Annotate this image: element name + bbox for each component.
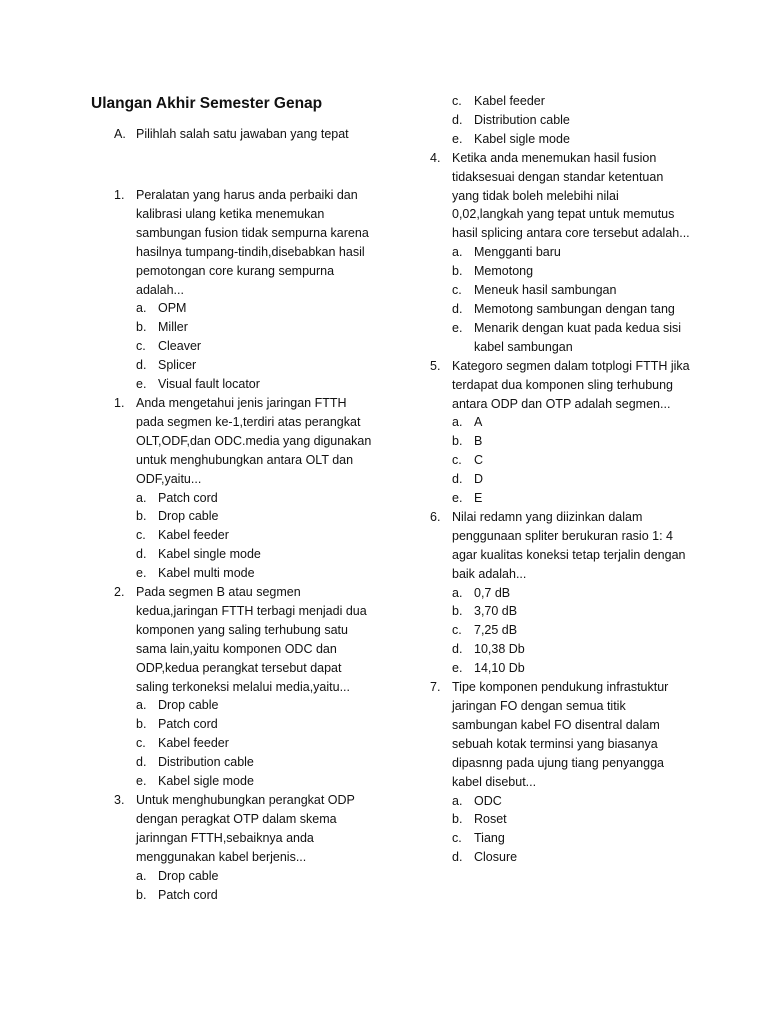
answer-option: [430, 111, 692, 130]
answer-option: [430, 640, 692, 659]
option-text: 0,7 dB: [474, 585, 511, 600]
question-text: Tipe komponen pendukung infrastuktur jaringan FO dengan semua titik sambungan kabel FO disentral dalam sebuah kotak terminsi yang biasanya dipasnng pada ujung tiang penyangga kabel disebut...: [452, 680, 669, 789]
option-letter: c.: [452, 831, 462, 846]
answer-option: [430, 848, 692, 867]
option-text: Drop cable: [158, 698, 219, 713]
answer-option: [430, 659, 692, 678]
question-block: [114, 583, 372, 791]
question-number: 7.: [430, 680, 441, 695]
answer-option: [114, 734, 372, 753]
option-letter: c.: [136, 339, 146, 354]
option-letter: e.: [452, 661, 463, 676]
option-text: Tiang: [474, 831, 505, 846]
question-number: 1.: [114, 395, 125, 410]
option-letter: a.: [452, 415, 463, 430]
option-text: Visual fault locator: [158, 377, 260, 392]
option-letter: b.: [452, 434, 463, 449]
answer-option: [430, 451, 692, 470]
question-number: 2.: [114, 585, 125, 600]
option-text: Drop cable: [158, 868, 219, 883]
question-number: 1.: [114, 188, 125, 202]
question: [430, 149, 692, 244]
question-text: Anda mengetahui jenis jaringan FTTH pada segmen ke-1,terdiri atas perangkat OLT,ODF,dan ODC.media yang digunakan untuk menghubungkan antara OLT dan ODF,yaitu...: [136, 395, 372, 486]
question-block: [430, 357, 692, 508]
question-text: Pada segmen B atau segmen kedua,jaringan FTTH terbagi menjadi dua komponen yang saling terhubung satu sama lain,yaitu komponen ODC dan ODP,kedua perangkat tersebut dapat saling terkoneksi melalui media,yaitu...: [136, 585, 367, 694]
option-text: Roset: [474, 812, 507, 827]
question-number: 5.: [430, 358, 441, 373]
option-letter: a.: [136, 698, 147, 713]
option-letter: a.: [452, 245, 463, 260]
answer-option: [114, 715, 372, 734]
option-letter: a.: [452, 793, 463, 808]
option-text: ODC: [474, 793, 502, 808]
answer-option: [114, 375, 372, 394]
option-text: Closure: [474, 850, 518, 865]
question-number: 3.: [114, 793, 125, 807]
option-letter: e.: [136, 377, 147, 392]
question: [114, 791, 372, 867]
question-block: [430, 92, 692, 149]
option-letter: d.: [452, 301, 463, 316]
option-text: Kabel sigle mode: [474, 131, 570, 146]
answer-option: [430, 489, 692, 508]
question-text: Peralatan yang harus anda perbaiki dan kalibrasi ulang ketika menemukan sambungan fusion tidak sempurna karena hasilnya tumpang-tindih,disebabkan hasil pemotongan core kurang sempurna adalah...: [136, 188, 369, 297]
answer-option: [114, 886, 372, 905]
answer-option: [114, 545, 372, 564]
option-letter: b.: [136, 717, 147, 732]
option-text: Kabel multi mode: [158, 566, 255, 581]
option-text: 14,10 Db: [474, 661, 525, 676]
option-text: Kabel feeder: [474, 94, 545, 108]
option-letter: a.: [452, 585, 463, 600]
answer-option: [114, 753, 372, 772]
option-letter: e.: [452, 491, 463, 506]
answer-option: [114, 489, 372, 508]
option-letter: e.: [452, 131, 463, 146]
answer-option: [430, 810, 692, 829]
option-text: Drop cable: [158, 509, 219, 524]
option-text: Distribution cable: [474, 112, 570, 127]
question-text: Kategoro segmen dalam totplogi FTTH jika terdapat dua komponen sling terhubung antara ODP dan OTP adalah segmen...: [452, 358, 690, 411]
answer-option: [114, 564, 372, 583]
answer-option: [430, 621, 692, 640]
option-letter: e.: [136, 774, 147, 789]
option-letter: b.: [452, 604, 463, 619]
option-letter: c.: [136, 528, 146, 543]
option-text: E: [474, 491, 483, 506]
answer-option: [114, 318, 372, 337]
option-letter: e.: [136, 566, 147, 581]
option-letter: a.: [136, 301, 147, 316]
option-text: Miller: [158, 320, 188, 335]
answer-option: [430, 262, 692, 281]
instruction: [114, 127, 349, 141]
answer-option: [430, 470, 692, 489]
answer-option: [430, 829, 692, 848]
option-letter: d.: [452, 112, 463, 127]
answer-option: [114, 867, 372, 886]
option-text: A: [474, 415, 483, 430]
option-text: Memotong: [474, 264, 534, 279]
option-letter: a.: [136, 868, 147, 883]
option-text: D: [474, 472, 484, 487]
question-block: [430, 678, 692, 867]
question-text: Nilai redamn yang diizinkan dalam penggunaan spliter berukuran rasio 1: 4 agar kualitas koneksi tetap terjalin dengan baik adalah...: [452, 509, 686, 581]
option-text: Kabel single mode: [158, 547, 261, 562]
answer-option: [114, 507, 372, 526]
option-letter: c.: [452, 94, 462, 108]
question: [114, 394, 372, 489]
answer-option: [430, 602, 692, 621]
question: [114, 186, 372, 299]
option-letter: b.: [136, 887, 147, 902]
answer-option: [114, 356, 372, 375]
option-letter: d.: [452, 850, 463, 865]
option-letter: d.: [136, 755, 147, 770]
option-text: Memotong sambungan dengan tang: [474, 301, 675, 316]
option-text: Kabel feeder: [158, 736, 229, 751]
option-letter: c.: [452, 623, 462, 638]
option-letter: c.: [452, 453, 462, 468]
right-column: [430, 92, 692, 867]
option-text: Splicer: [158, 358, 197, 373]
option-text: C: [474, 453, 484, 468]
question: [430, 508, 692, 584]
answer-option: [430, 130, 692, 149]
question-number: 6.: [430, 509, 441, 524]
question-block: [114, 791, 372, 904]
answer-option: [430, 413, 692, 432]
answer-option: [430, 300, 692, 319]
option-text: Mengganti baru: [474, 245, 561, 260]
question-block: [114, 394, 372, 583]
option-letter: c.: [452, 283, 462, 298]
left-column: [114, 186, 372, 904]
answer-option: [430, 792, 692, 811]
question-block: [430, 149, 692, 357]
option-text: 7,25 dB: [474, 623, 518, 638]
answer-option: [114, 299, 372, 318]
option-text: Kabel sigle mode: [158, 774, 254, 789]
option-letter: b.: [136, 509, 147, 524]
option-letter: d.: [136, 358, 147, 373]
instruction-marker: A.: [114, 127, 126, 141]
question: [430, 678, 692, 791]
option-letter: a.: [136, 490, 147, 505]
option-text: Cleaver: [158, 339, 202, 354]
question-text: Ketika anda menemukan hasil fusion tidaksesuai dengan standar ketentuan yang tidak boleh melebihi nilai 0,02,langkah yang tepat untuk memutus hasil splicing antara core tersebut adalah...: [452, 150, 690, 241]
option-letter: c.: [136, 736, 146, 751]
option-letter: d.: [136, 547, 147, 562]
option-letter: e.: [452, 320, 463, 335]
answer-option: [430, 319, 692, 357]
answer-option: [114, 526, 372, 545]
option-text: Kabel feeder: [158, 528, 229, 543]
question: [114, 583, 372, 696]
option-text: 3,70 dB: [474, 604, 518, 619]
option-text: OPM: [158, 301, 187, 316]
question: [430, 357, 692, 414]
answer-option: [430, 584, 692, 603]
option-letter: b.: [452, 812, 463, 827]
instruction-text: Pilihlah salah satu jawaban yang tepat: [136, 127, 349, 141]
answer-option: [430, 281, 692, 300]
question-block: [114, 186, 372, 394]
option-text: Menarik dengan kuat pada kedua sisi kabel sambungan: [474, 320, 682, 354]
question-text: Untuk menghubungkan perangkat ODP dengan peragkat OTP dalam skema jarinngan FTTH,sebaiknya anda menggunakan kabel berjenis...: [136, 793, 355, 864]
option-text: Distribution cable: [158, 755, 254, 770]
option-text: 10,38 Db: [474, 642, 525, 657]
option-letter: b.: [452, 264, 463, 279]
answer-option: [430, 243, 692, 262]
question-block: [430, 508, 692, 678]
answer-option: [114, 337, 372, 356]
answer-option: [114, 696, 372, 715]
option-text: B: [474, 434, 483, 449]
page-title: Ulangan Akhir Semester Genap: [91, 95, 323, 112]
option-letter: d.: [452, 642, 463, 657]
option-letter: b.: [136, 320, 147, 335]
option-text: Meneuk hasil sambungan: [474, 283, 617, 298]
answer-option: [114, 772, 372, 791]
option-text: Patch cord: [158, 717, 218, 732]
option-letter: d.: [452, 472, 463, 487]
answer-option: [430, 432, 692, 451]
option-text: Patch cord: [158, 490, 218, 505]
answer-option: [430, 92, 692, 111]
option-text: Patch cord: [158, 887, 218, 902]
question-number: 4.: [430, 150, 441, 165]
